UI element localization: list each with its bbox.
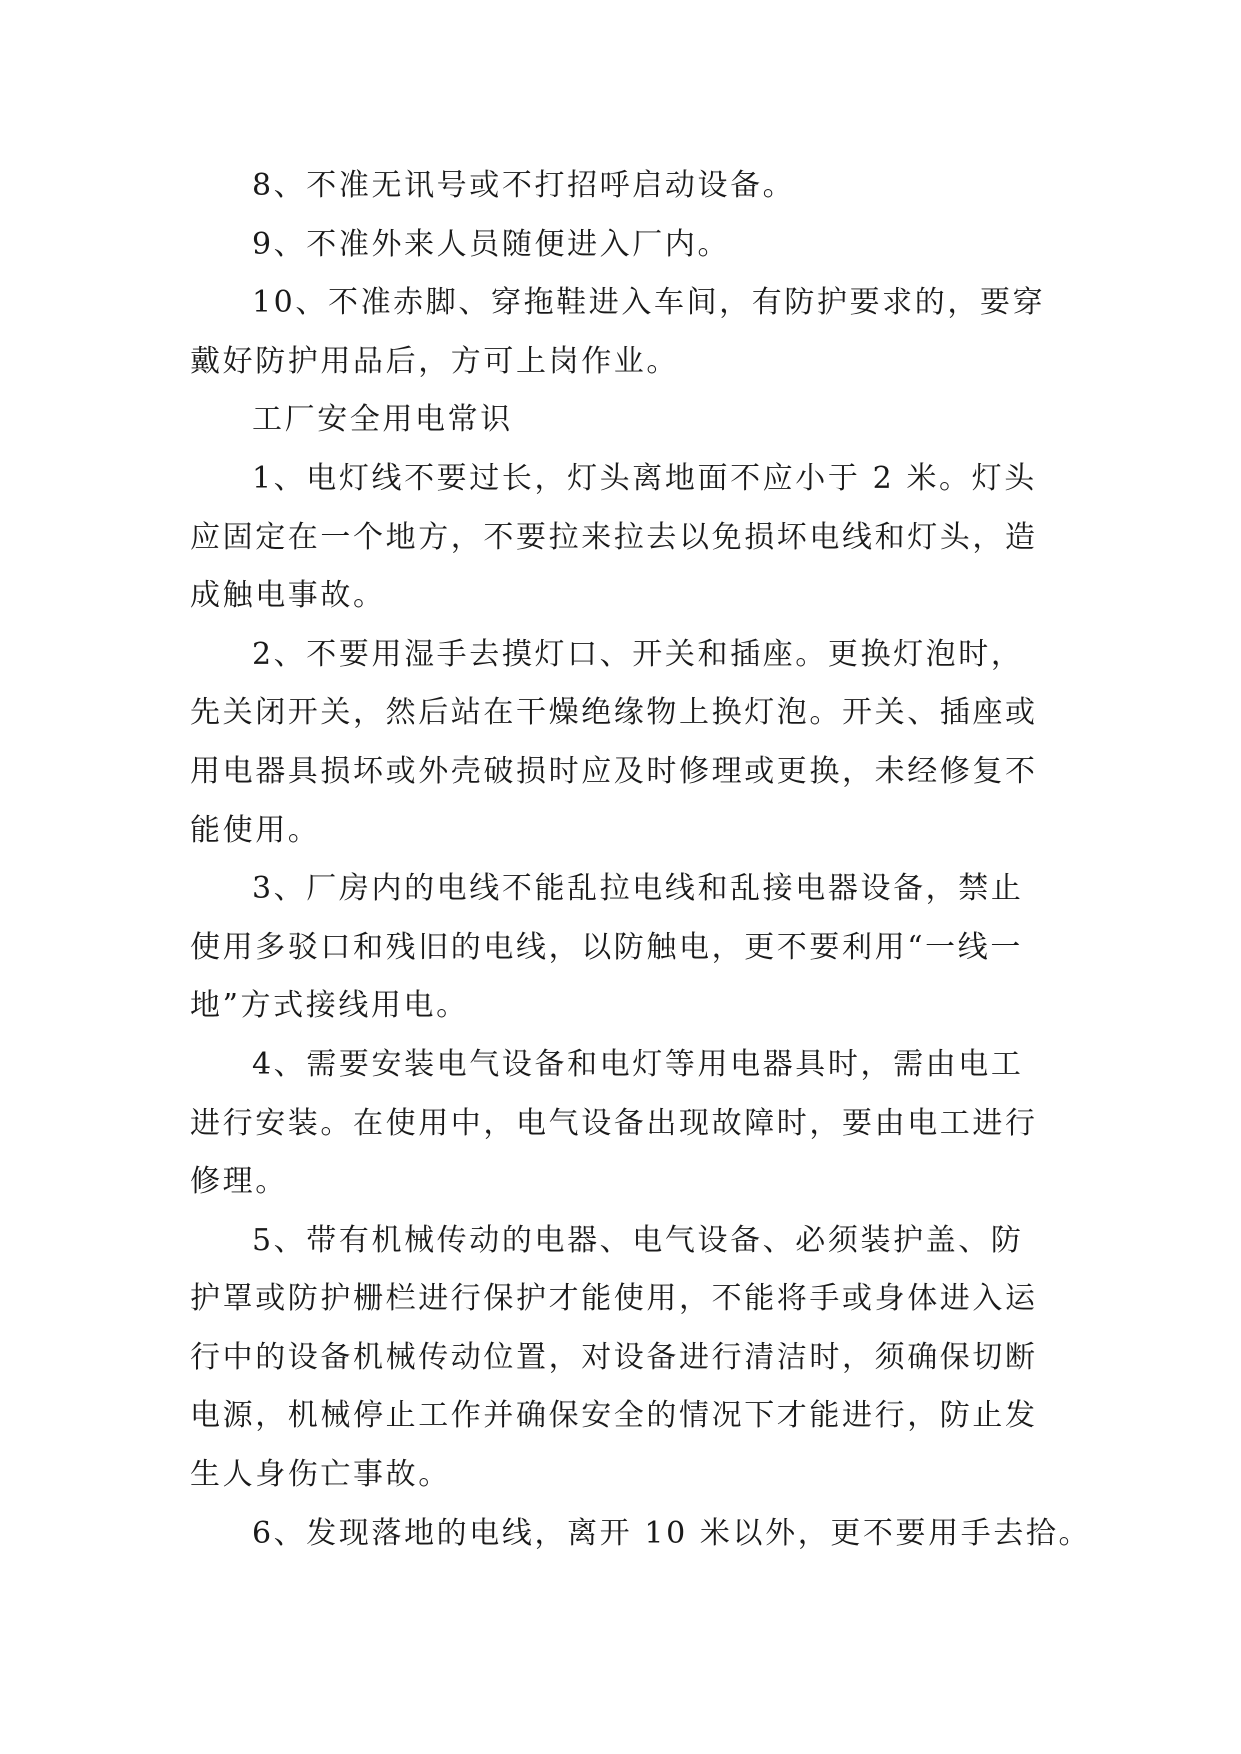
item-3-line-1: 3、厂房内的电线不能乱拉电线和乱接电器设备，禁止 (252, 871, 1024, 907)
item-2-line-4: 能使用。 (190, 812, 321, 848)
item-5-line-2: 护罩或防护栅栏进行保护才能使用，不能将手或身体进入运 (190, 1281, 1038, 1317)
item-3-line-3: 地”方式接线用电。 (190, 988, 469, 1024)
item-6-line-1: 6、发现落地的电线，离开 10 米以外，更不要用手去拾。 (252, 1515, 1092, 1551)
item-3-line-2: 使用多驳口和残旧的电线，以防触电，更不要利用“一线一 (190, 929, 1023, 965)
rule-9: 9、不准外来人员随便进入厂内。 (252, 226, 731, 262)
item-4-line-3: 修理。 (190, 1164, 288, 1200)
item-5-line-1: 5、带有机械传动的电器、电气设备、必须装护盖、防 (252, 1222, 1024, 1258)
document-body (190, 157, 1092, 1563)
item-2-line-1: 2、不要用湿手去摸灯口、开关和插座。更换灯泡时， (252, 636, 1024, 672)
item-1-line-1: 1、电灯线不要过长，灯头离地面不应小于 2 米。灯头 (252, 460, 1037, 496)
item-2-line-3: 用电器具损坏或外壳破损时应及时修理或更换，未经修复不 (190, 753, 1038, 789)
item-1-line-3: 成触电事故。 (190, 578, 386, 614)
item-5-line-4: 电源，机械停止工作并确保安全的情况下才能进行，防止发 (190, 1398, 1038, 1434)
item-5-line-5: 生人身伤亡事故。 (190, 1457, 451, 1493)
item-4-line-2: 进行安装。在使用中，电气设备出现故障时，要由电工进行 (190, 1105, 1038, 1141)
item-4-line-1: 4、需要安装电气设备和电灯等用电器具时，需由电工 (252, 1046, 1024, 1082)
rule-10-line-1: 10、不准赤脚、穿拖鞋进入车间，有防护要求的，要穿 (252, 285, 1046, 321)
rule-8: 8、不准无讯号或不打招呼启动设备。 (252, 168, 796, 203)
section-heading: 工厂安全用电常识 (252, 402, 513, 438)
item-5-line-3: 行中的设备机械传动位置，对设备进行清洁时，须确保切断 (190, 1339, 1038, 1375)
item-1-line-2: 应固定在一个地方，不要拉来拉去以免损坏电线和灯头，造 (190, 519, 1038, 555)
rule-10-line-2: 戴好防护用品后，方可上岗作业。 (190, 343, 679, 379)
item-2-line-2: 先关闭开关，然后站在干燥绝缘物上换灯泡。开关、插座或 (190, 695, 1038, 731)
